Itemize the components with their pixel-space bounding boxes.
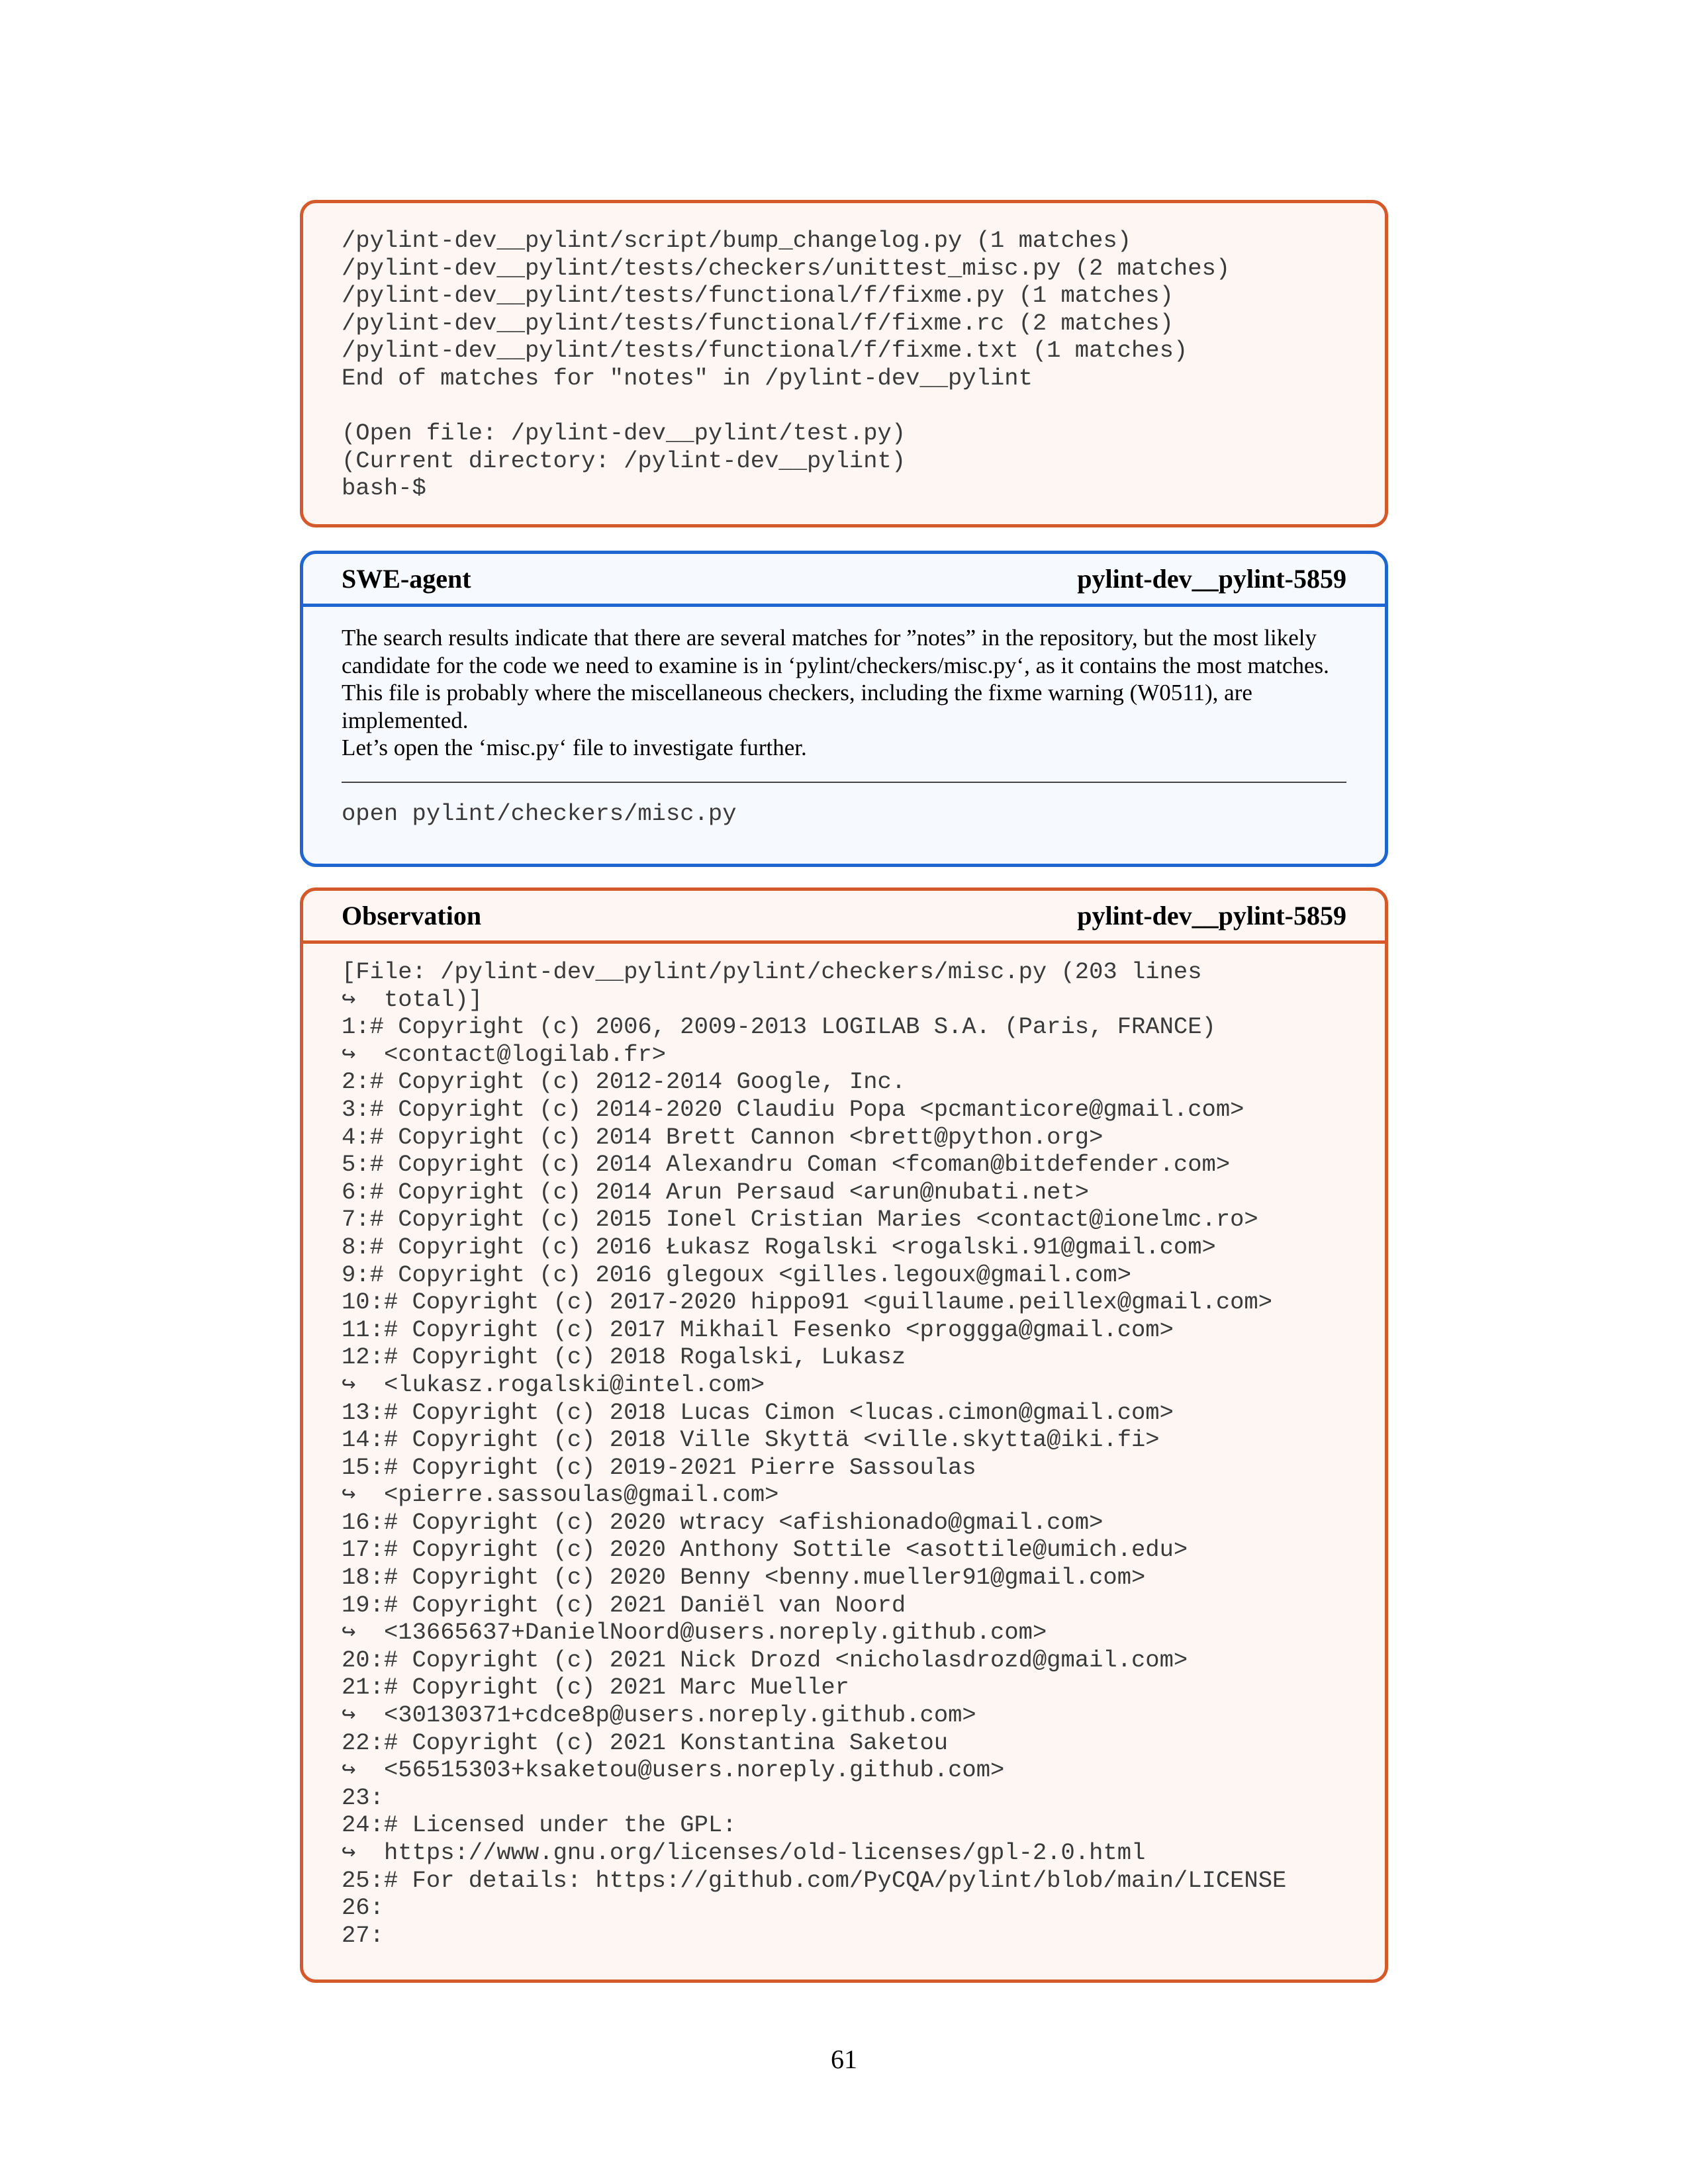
code-line: 17:# Copyright (c) 2020 Anthony Sottile <asottile@umich.edu>: [342, 1536, 1188, 1564]
wrapped-line: ↪ total)]: [342, 985, 483, 1013]
code-line: /pylint-dev__pylint/tests/functional/f/fixme.py (1 matches): [342, 282, 1174, 310]
wrapped-line: ↪ <56515303+ksaketou@users.noreply.github.com>: [342, 1756, 1005, 1784]
code-line: 6:# Copyright (c) 2014 Arun Persaud <arun@nubati.net>: [342, 1178, 1090, 1206]
wrapped-line: ↪ <lukasz.rogalski@intel.com>: [342, 1371, 765, 1398]
code-line: /pylint-dev__pylint/tests/checkers/unittest_misc.py (2 matches): [342, 254, 1231, 282]
code-line: (Current directory: /pylint-dev__pylint): [342, 447, 906, 475]
search-output: [342, 227, 1346, 502]
code-line: 12:# Copyright (c) 2018 Rogalski, Lukasz: [342, 1343, 906, 1371]
wrapped-line: ↪ <pierre.sassoulas@gmail.com>: [342, 1481, 779, 1509]
code-line: 13:# Copyright (c) 2018 Lucas Cimon <lucas.cimon@gmail.com>: [342, 1398, 1174, 1426]
agent-thought: The search results indicate that there are several matches for ”notes” in the repository, but the most likely candidate for the code we need to examine is in ‘pylint/checkers/misc.py‘, as it contains the most matches. This file is probably where the miscellaneous checkers, including the fixme warning (W0511), are implemented.: [342, 625, 1329, 733]
code-line: End of matches for "notes" in /pylint-dev__pylint: [342, 364, 1033, 392]
code-line: /pylint-dev__pylint/tests/functional/f/fixme.rc (2 matches): [342, 309, 1174, 337]
code-line: [342, 392, 1346, 420]
wrapped-line: ↪ <contact@logilab.fr>: [342, 1040, 667, 1068]
code-line: 23:: [342, 1784, 384, 1811]
agent-thought-action: Let’s open the ‘misc.py‘ file to investigate further.: [342, 735, 807, 760]
instance-id: pylint-dev__pylint-5859: [1077, 564, 1346, 594]
instance-id: pylint-dev__pylint-5859: [1077, 901, 1346, 931]
observation-header: [303, 891, 1385, 944]
code-line: 15:# Copyright (c) 2019-2021 Pierre Sassoulas: [342, 1453, 976, 1481]
code-line: 24:# Licensed under the GPL:: [342, 1811, 737, 1839]
code-line: 19:# Copyright (c) 2021 Daniël van Noord: [342, 1591, 906, 1619]
code-line: 18:# Copyright (c) 2020 Benny <benny.mueller91@gmail.com>: [342, 1564, 1146, 1592]
code-line: bash-$: [342, 475, 426, 502]
code-line: 4:# Copyright (c) 2014 Brett Cannon <brett@python.org>: [342, 1123, 1103, 1151]
code-line: 1:# Copyright (c) 2006, 2009-2013 LOGILAB S.A. (Paris, FRANCE): [342, 1013, 1216, 1041]
code-line: 14:# Copyright (c) 2018 Ville Skyttä <ville.skytta@iki.fi>: [342, 1426, 1160, 1454]
observation-box: [300, 887, 1388, 1983]
divider: [342, 782, 1346, 783]
code-line: 21:# Copyright (c) 2021 Marc Mueller: [342, 1674, 849, 1702]
code-line: 22:# Copyright (c) 2021 Konstantina Saketou: [342, 1729, 949, 1756]
code-line: [File: /pylint-dev__pylint/pylint/checkers/misc.py (203 lines: [342, 958, 1202, 985]
code-line: 10:# Copyright (c) 2017-2020 hippo91 <guillaume.peillex@gmail.com>: [342, 1289, 1273, 1316]
swe-agent-title: SWE-agent: [342, 564, 471, 594]
code-line: (Open file: /pylint-dev__pylint/test.py): [342, 420, 906, 447]
observation-continued-box: [300, 200, 1388, 527]
page-number: 61: [831, 2044, 857, 2074]
code-line: 9:# Copyright (c) 2016 glegoux <gilles.legoux@gmail.com>: [342, 1261, 1131, 1289]
code-line: 8:# Copyright (c) 2016 Łukasz Rogalski <rogalski.91@gmail.com>: [342, 1233, 1216, 1261]
code-line: /pylint-dev__pylint/script/bump_changelog.py (1 matches): [342, 227, 1131, 254]
wrapped-line: ↪ <13665637+DanielNoord@users.noreply.github.com>: [342, 1619, 1047, 1647]
code-line: 7:# Copyright (c) 2015 Ionel Cristian Maries <contact@ionelmc.ro>: [342, 1206, 1258, 1234]
code-line: 27:: [342, 1921, 384, 1949]
code-line: 11:# Copyright (c) 2017 Mikhail Fesenko <proggga@gmail.com>: [342, 1316, 1174, 1343]
agent-command: open pylint/checkers/misc.py: [342, 799, 737, 827]
file-contents: [342, 958, 1346, 1949]
wrapped-line: ↪ https://www.gnu.org/licenses/old-licenses/gpl-2.0.html: [342, 1839, 1146, 1866]
code-line: 26:: [342, 1894, 384, 1922]
code-line: 16:# Copyright (c) 2020 wtracy <afishionado@gmail.com>: [342, 1508, 1103, 1536]
code-line: 2:# Copyright (c) 2012-2014 Google, Inc.: [342, 1068, 906, 1096]
swe-agent-box: [300, 551, 1388, 867]
code-line: 3:# Copyright (c) 2014-2020 Claudiu Popa <pcmanticore@gmail.com>: [342, 1095, 1244, 1123]
wrapped-line: ↪ <30130371+cdce8p@users.noreply.github.com>: [342, 1702, 976, 1729]
observation-title: Observation: [342, 901, 482, 931]
code-line: /pylint-dev__pylint/tests/functional/f/fixme.txt (1 matches): [342, 337, 1188, 365]
swe-agent-header: [303, 554, 1385, 607]
code-line: 25:# For details: https://github.com/PyCQA/pylint/blob/main/LICENSE: [342, 1866, 1287, 1894]
code-line: 5:# Copyright (c) 2014 Alexandru Coman <fcoman@bitdefender.com>: [342, 1151, 1231, 1179]
code-line: 20:# Copyright (c) 2021 Nick Drozd <nicholasdrozd@gmail.com>: [342, 1646, 1188, 1674]
